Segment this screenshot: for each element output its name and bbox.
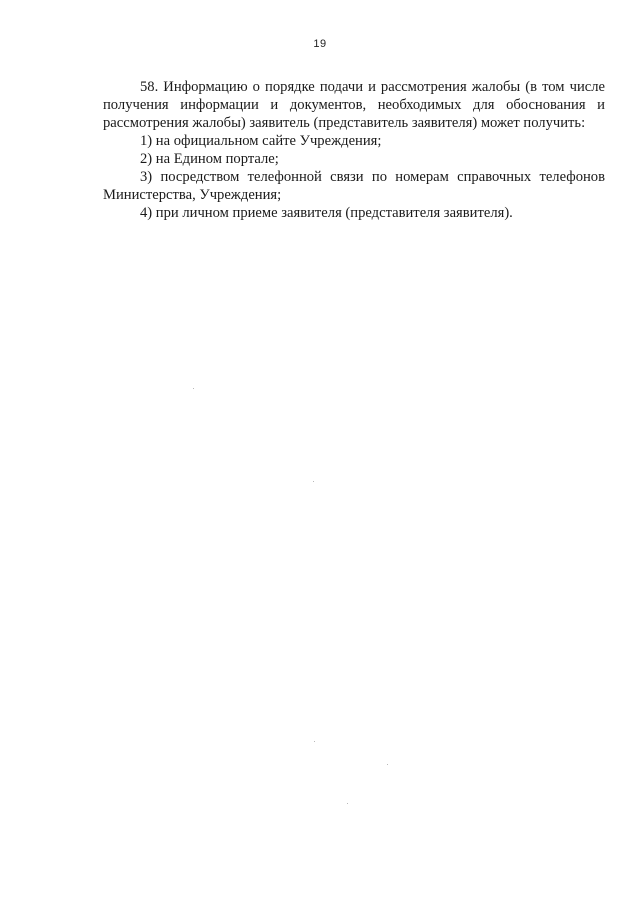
list-item-personal-reception: 4) при личном приеме заявителя (представителя заявителя).	[140, 205, 513, 221]
list-item-unified-portal: 2) на Едином портале;	[140, 151, 279, 167]
scan-speck	[193, 388, 194, 389]
list-item-official-site: 1) на официальном сайте Учреждения;	[140, 133, 382, 149]
document-body	[103, 78, 605, 222]
scan-speck	[314, 741, 315, 742]
scan-speck	[387, 764, 388, 765]
page-number: 19	[313, 38, 327, 50]
list-item-phone: 3) посредством телефонной связи по номерам справочных телефонов Министерства, Учреждения;	[103, 169, 605, 203]
scan-speck	[313, 481, 314, 482]
paragraph-complaint-info: 58. Информацию о порядке подачи и рассмотрения жалобы (в том числе получения информации и документов, необходимых для обоснования и рассмотрения жалобы) заявитель (представитель заявителя) может получить:	[103, 79, 605, 131]
scan-speck	[347, 803, 348, 804]
